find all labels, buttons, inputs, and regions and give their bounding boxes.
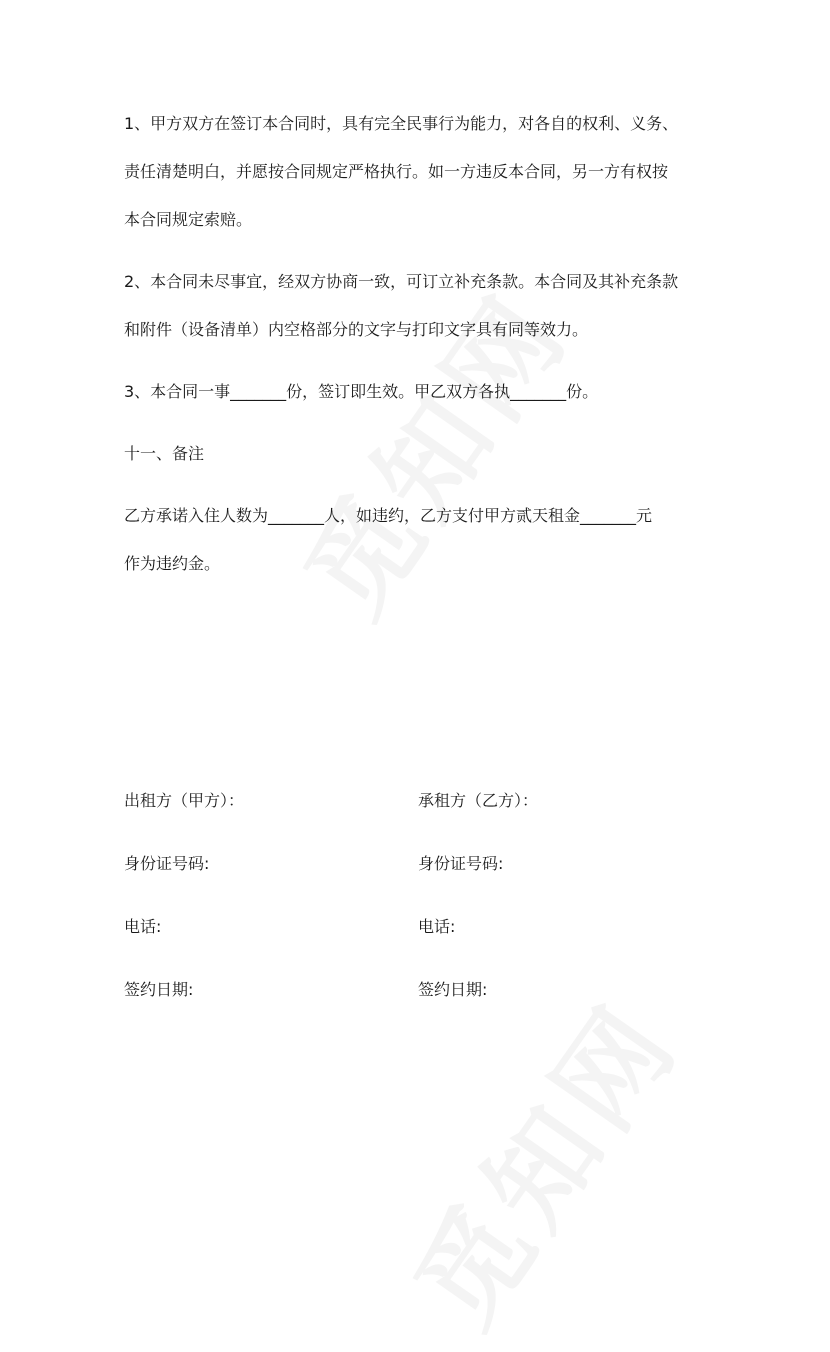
lessor-phone-label: 电话: bbox=[124, 917, 162, 936]
lessor-id-label: 身份证号码: bbox=[124, 854, 210, 873]
signature-row-party bbox=[124, 777, 724, 840]
lessee-phone-label: 电话: bbox=[418, 917, 456, 936]
clause-1-line-2: 责任清楚明白，并愿按合同规定严格执行。如一方违反本合同，另一方有权按 bbox=[124, 162, 669, 181]
lessee-label: 承租方（乙方）： bbox=[418, 791, 539, 810]
clause-3-line-1: 3、本合同一事_______份，签订即生效。甲乙双方各执_______份。 bbox=[124, 382, 599, 401]
section-heading-remarks: 十一、备注 bbox=[124, 444, 205, 463]
remark-line-1: 乙方承诺入住人数为_______人，如违约，乙方支付甲方贰天租金_______元 bbox=[124, 506, 653, 525]
clause-2-line-1: 2、本合同未尽事宜，经双方协商一致，可订立补充条款。本合同及其补充条款 bbox=[124, 272, 679, 291]
signature-block bbox=[124, 777, 724, 1029]
clause-2 bbox=[124, 258, 724, 354]
signature-row-phone bbox=[124, 903, 724, 966]
lessor-date-label: 签约日期: bbox=[124, 980, 194, 999]
lessor-label: 出租方（甲方）： bbox=[124, 791, 245, 810]
remark-paragraph bbox=[124, 492, 724, 588]
lessee-id-label: 身份证号码: bbox=[418, 854, 504, 873]
remark-line-2: 作为违约金。 bbox=[124, 554, 221, 573]
clause-1-line-1: 1、甲方双方在签订本合同时，具有完全民事行为能力，对各自的权利、义务、 bbox=[124, 114, 679, 133]
clause-3 bbox=[124, 368, 724, 416]
clause-1 bbox=[124, 100, 724, 244]
signature-row-date bbox=[124, 966, 724, 1029]
signature-row-id bbox=[124, 840, 724, 903]
contract-body bbox=[124, 100, 724, 602]
clause-2-line-2: 和附件（设备清单）内空格部分的文字与打印文字具有同等效力。 bbox=[124, 320, 589, 339]
clause-1-line-3: 本合同规定索赔。 bbox=[124, 210, 253, 229]
lessee-date-label: 签约日期: bbox=[418, 980, 488, 999]
